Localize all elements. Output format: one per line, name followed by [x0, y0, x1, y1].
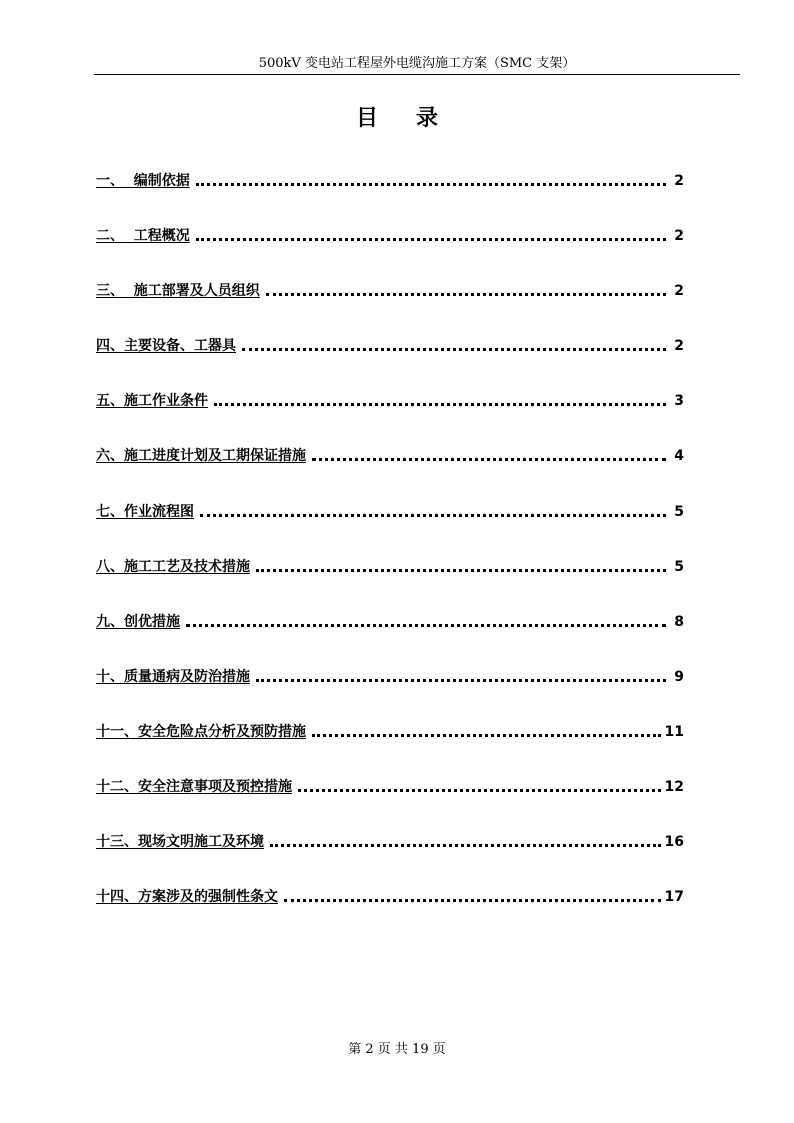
toc-title-char-1: 目	[355, 105, 378, 131]
toc-entry[interactable]	[96, 333, 684, 355]
toc-entry-label[interactable]: 八、施工工艺及技术措施	[96, 559, 250, 575]
toc-entry-page: 5	[674, 504, 684, 520]
toc-entry-label[interactable]: 十二、安全注意事项及预控措施	[96, 779, 292, 795]
toc-entry[interactable]	[96, 168, 684, 190]
toc-leader-dots	[312, 734, 661, 737]
toc-entry-label[interactable]: 十四、方案涉及的强制性条文	[96, 889, 278, 905]
toc-entry-page: 2	[674, 283, 684, 299]
toc-leader-dots	[266, 293, 666, 296]
toc-leader-dots	[256, 569, 666, 572]
toc-entry-page: 2	[674, 173, 684, 189]
toc-entry-page: 9	[674, 669, 684, 685]
toc-leader-dots	[214, 403, 666, 406]
toc-entry-label[interactable]: 十、质量通病及防治措施	[96, 669, 250, 685]
toc-entry-label[interactable]: 三、 施工部署及人员组织	[96, 283, 260, 299]
toc-leader-dots	[200, 514, 666, 517]
toc-entry-page: 2	[674, 228, 684, 244]
toc-entry-page: 5	[674, 559, 684, 575]
toc-entry[interactable]	[96, 774, 684, 796]
toc-entry[interactable]	[96, 664, 684, 686]
toc-entry[interactable]	[96, 884, 684, 906]
toc-entry[interactable]	[96, 443, 684, 465]
toc-entry[interactable]	[96, 278, 684, 300]
toc-entry[interactable]	[96, 829, 684, 851]
toc-entry-label[interactable]: 一、 编制依据	[96, 173, 190, 189]
toc-title-char-2: 录	[416, 105, 439, 131]
toc-entry-label[interactable]: 十三、现场文明施工及环境	[96, 834, 264, 850]
toc-entry-label[interactable]: 六、施工进度计划及工期保证措施	[96, 448, 306, 464]
header-divider	[94, 74, 740, 75]
toc-entry[interactable]	[96, 554, 684, 576]
toc-entry-label[interactable]: 五、施工作业条件	[96, 393, 208, 409]
toc-entry-label[interactable]: 四、主要设备、工器具	[96, 338, 236, 354]
toc-entry-label[interactable]: 七、作业流程图	[96, 504, 194, 520]
toc-leader-dots	[312, 458, 666, 461]
toc-leader-dots	[256, 679, 666, 682]
toc-leader-dots	[284, 899, 661, 902]
toc-title	[0, 103, 794, 133]
toc-entry-page: 11	[664, 724, 684, 740]
toc-entry-page: 4	[674, 448, 684, 464]
toc-entry-page: 8	[674, 614, 684, 630]
toc-entry[interactable]	[96, 719, 684, 741]
toc-leader-dots	[270, 844, 661, 847]
toc-entry[interactable]	[96, 223, 684, 245]
toc-entry[interactable]	[96, 388, 684, 410]
toc-entry-label[interactable]: 九、创优措施	[96, 614, 180, 630]
toc-entry[interactable]	[96, 609, 684, 631]
toc-leader-dots	[242, 348, 666, 351]
toc-entry-page: 3	[674, 393, 684, 409]
toc-leader-dots	[196, 238, 666, 241]
toc-entry-page: 2	[674, 338, 684, 354]
toc-entry[interactable]	[96, 499, 684, 521]
toc-leader-dots	[298, 789, 661, 792]
page-footer: 第 2 页 共 19 页	[348, 1042, 446, 1057]
toc-entry-label[interactable]: 十一、安全危险点分析及预防措施	[96, 724, 306, 740]
toc-entry-page: 17	[664, 889, 684, 905]
toc-leader-dots	[186, 624, 666, 627]
toc-entry-label[interactable]: 二、 工程概况	[96, 228, 190, 244]
toc-entry-page: 12	[664, 779, 684, 795]
toc-entry-page: 16	[664, 834, 684, 850]
toc-leader-dots	[196, 183, 666, 186]
running-header: 500kV 变电站工程屋外电缆沟施工方案（SMC 支架）	[258, 56, 576, 71]
